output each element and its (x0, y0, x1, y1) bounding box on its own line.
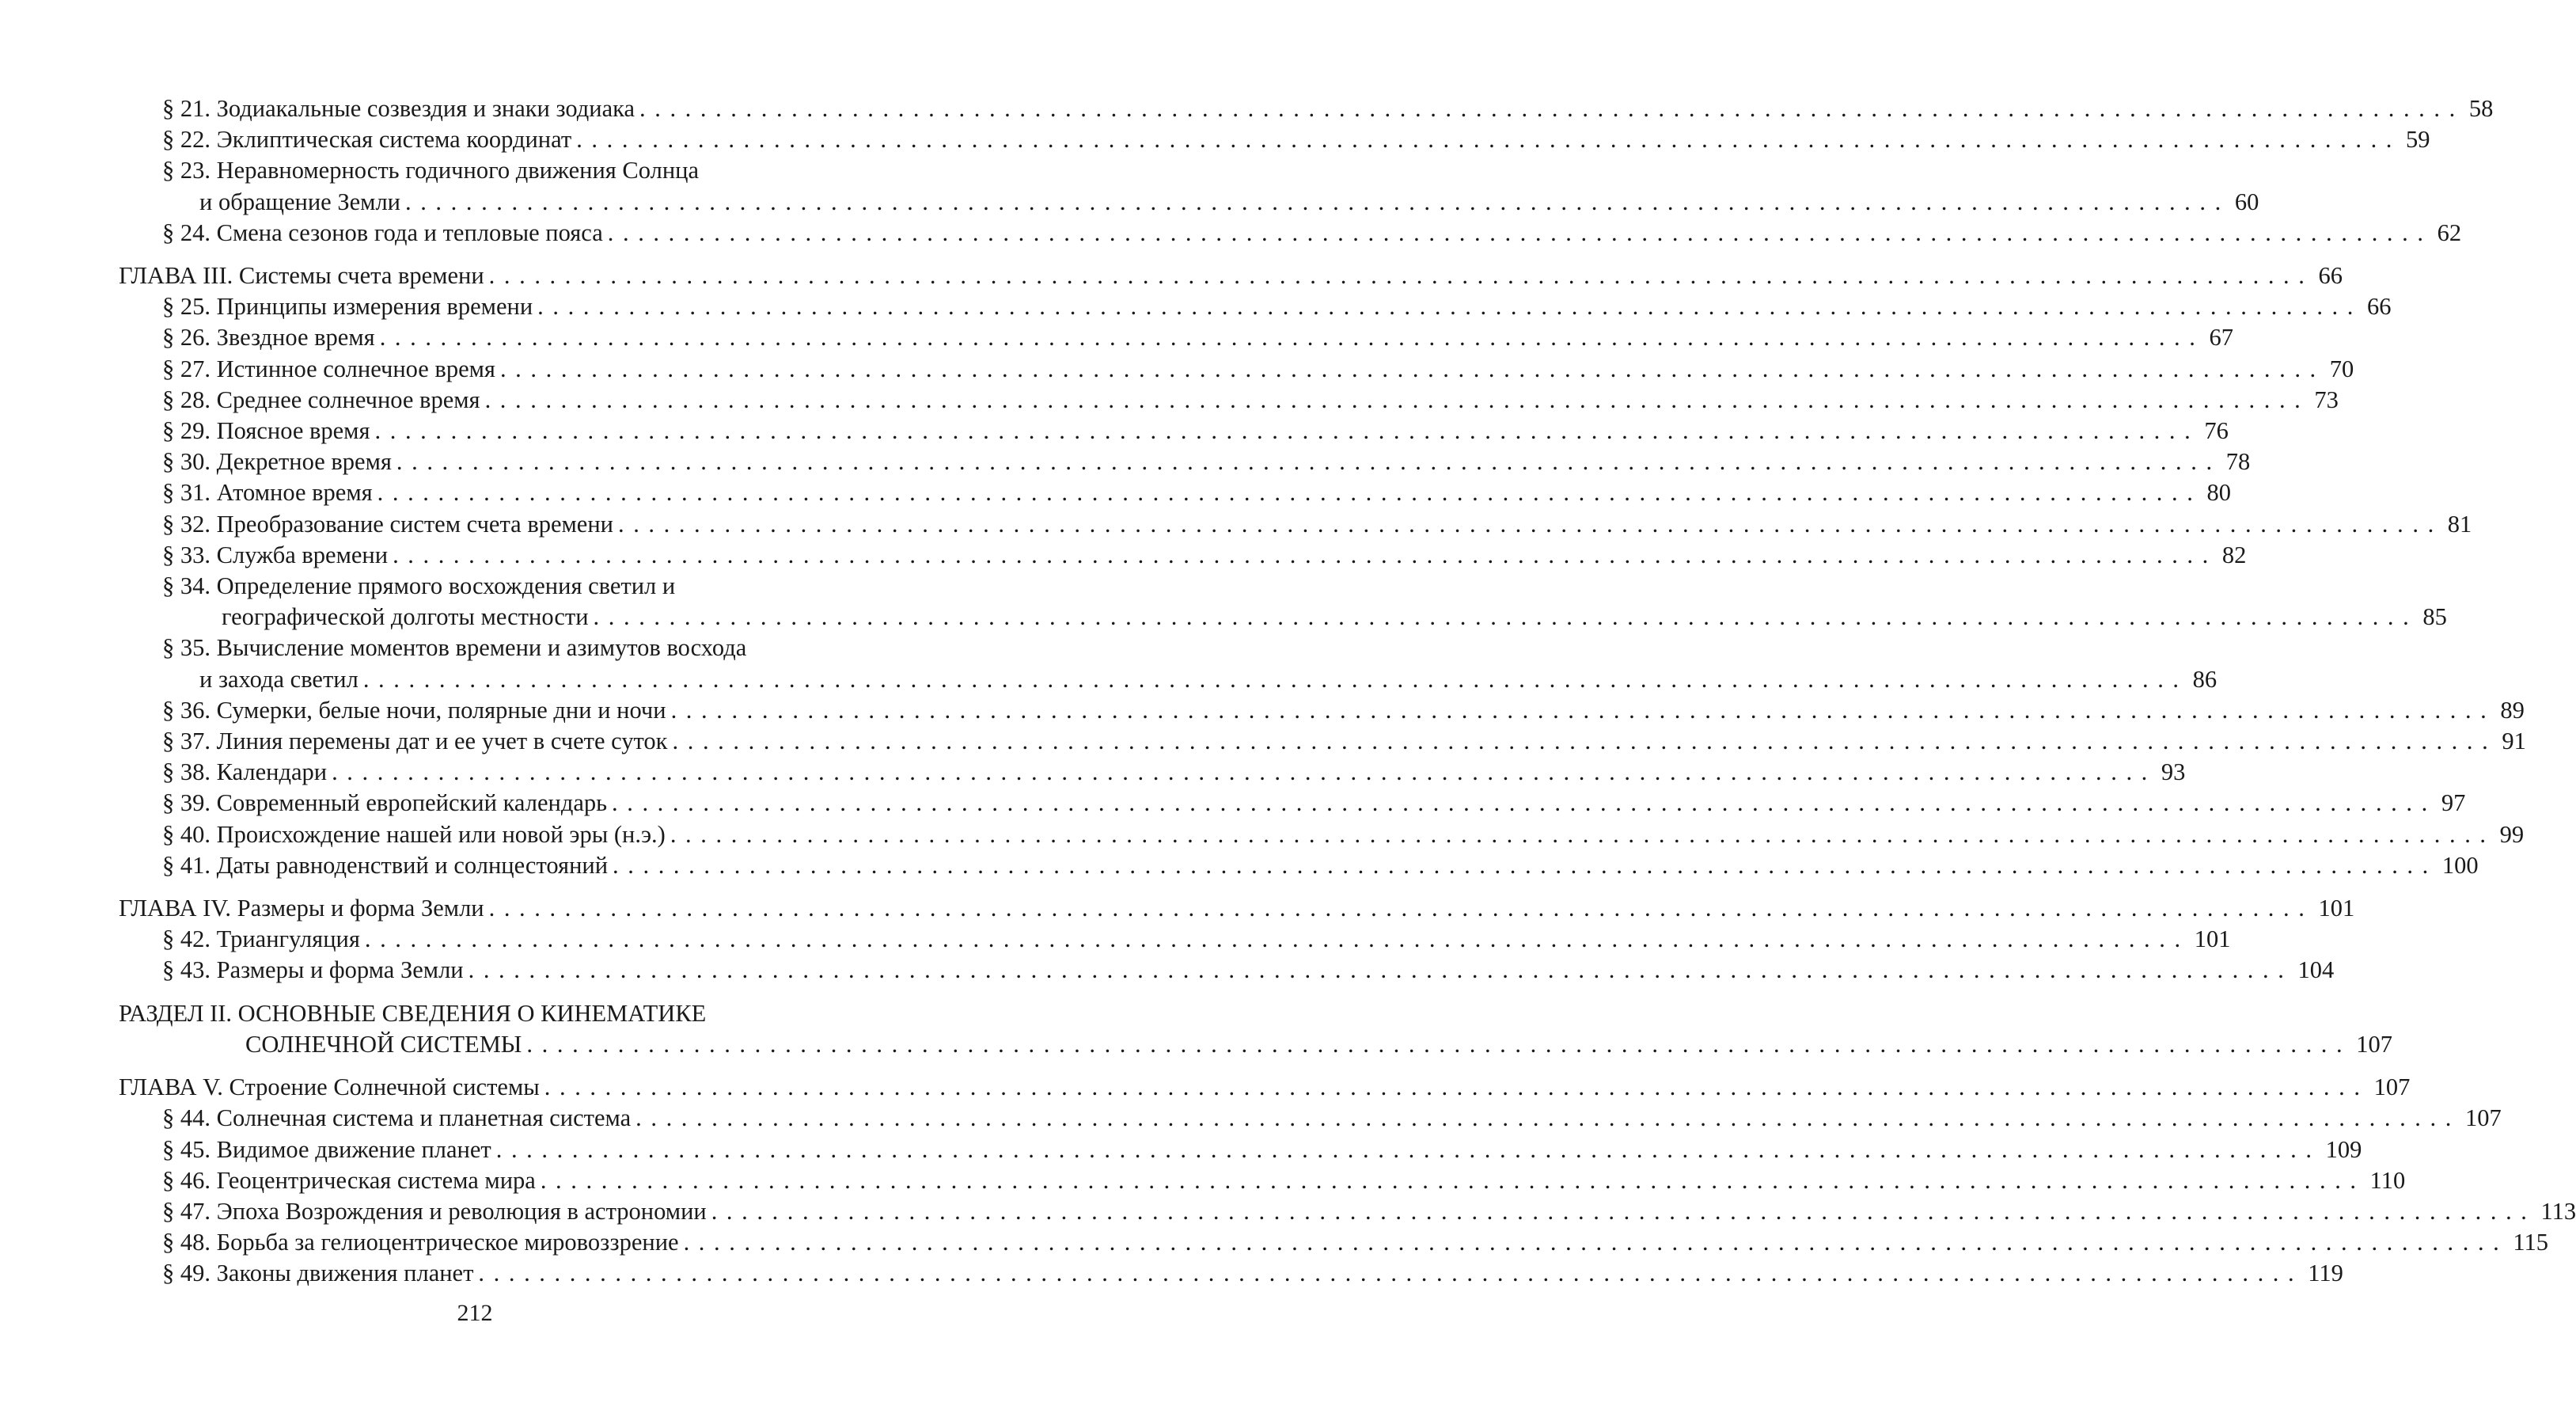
toc-section-entry (119, 633, 855, 663)
toc-entry-title: и захода светил (199, 665, 359, 693)
toc-entry-title: § 45. Видимое движение планет (162, 1135, 491, 1163)
toc-page-number: 110 (2369, 1166, 2406, 1194)
toc-page-number: 76 (2204, 417, 2229, 445)
toc-section-entry (119, 1134, 2362, 1165)
toc-entry-title: § 44. Солнечная система и планетная система (162, 1104, 632, 1132)
toc-leader-dots: ........................................................................................................................ (540, 1166, 2365, 1194)
toc-section-entry (119, 540, 2247, 571)
toc-entry-title: СОЛНЕЧНОЙ СИСТЕМЫ (245, 1030, 522, 1058)
toc-entry-title: § 32. Преобразование систем счета времени (162, 510, 613, 538)
toc-page-number: 80 (2206, 479, 2231, 507)
toc-entry-title: § 46. Геоцентрическая система мира (162, 1166, 536, 1194)
toc-leader-dots: ........................................................................................................................ (635, 1104, 2460, 1132)
toc-leader-dots: ........................................................................................................................ (607, 218, 2433, 246)
toc-entry-title: § 49. Законы движения планет (162, 1260, 474, 1287)
toc-leader-dots: ........................................................................................................................ (468, 956, 2293, 984)
toc-page-number: 100 (2441, 851, 2479, 879)
toc-chapter-entry (119, 1072, 2411, 1103)
toc-leader-dots: ........................................................................................................................ (332, 758, 2157, 786)
toc-entry-title: § 43. Размеры и форма Земли (162, 956, 464, 984)
toc-leader-dots: ........................................................................................................................ (576, 126, 2402, 154)
toc-page-number: 91 (2502, 728, 2526, 755)
toc-section-entry (119, 446, 2251, 477)
toc-section-entry (119, 218, 2462, 249)
toc-section-entry (119, 571, 855, 602)
toc-entry-title: § 36. Сумерки, белые ночи, полярные дни и ночи (162, 696, 666, 724)
toc-leader-dots: ........................................................................................................................ (670, 820, 2495, 848)
toc-leader-dots: ........................................................................................................................ (612, 789, 2437, 817)
toc-section-entry (119, 788, 2466, 819)
toc-leader-dots: ........................................................................................................................ (478, 1260, 2304, 1287)
toc-chapter-entry (119, 260, 2343, 291)
toc-page-number: 81 (2447, 510, 2472, 538)
toc-chapter-entry (119, 1029, 2392, 1060)
toc-page-number: 58 (2468, 95, 2494, 122)
toc-entry-title: § 41. Даты равноденствий и солнцестояний (162, 851, 609, 879)
toc-entry-title: § 33. Служба времени (162, 541, 389, 568)
toc-page-number: 66 (2366, 293, 2392, 321)
toc-section-entry (119, 322, 2233, 353)
toc-leader-dots: ........................................................................................................................ (488, 262, 2314, 290)
toc-entry-title: § 27. Истинное солнечное время (162, 355, 495, 382)
toc-entry-title: § 39. Современный европейский календарь (162, 789, 608, 817)
toc-leader-dots: ........................................................................................................................ (683, 1229, 2509, 1256)
toc-section-entry (119, 1227, 2549, 1258)
toc-entry-title: § 37. Линия перемены дат и ее учет в счете суток (162, 728, 668, 755)
toc-section-entry (119, 1258, 2343, 1289)
toc-page-number: 115 (2513, 1229, 2549, 1256)
toc-leader-dots: ........................................................................................................................ (639, 95, 2464, 122)
toc-page-number: 107 (2373, 1074, 2411, 1101)
toc-section-entry (119, 477, 2231, 508)
toc-page-number: 104 (2297, 956, 2335, 984)
toc-page-number: 86 (2192, 665, 2217, 693)
toc-entry-title: ГЛАВА V. Строение Солнечной системы (119, 1074, 540, 1101)
toc-entry-title: § 35. Вычисление моментов времени и азимутов восхода (162, 634, 747, 662)
toc-entry-title: § 31. Атомное время (162, 479, 373, 507)
toc-section-entry (119, 291, 2392, 322)
toc-leader-dots: ........................................................................................................................ (495, 1135, 2321, 1163)
toc-entry-title: § 38. Календари (162, 758, 328, 786)
toc-entry-title: географической долготы местности (222, 603, 589, 631)
toc-page-number: 85 (2422, 603, 2447, 631)
toc-leader-dots: ........................................................................................................................ (484, 386, 2310, 413)
toc-entry-title: § 23. Неравномерность годичного движения Солнца (162, 157, 700, 184)
toc-entry-title: и обращение Земли (199, 188, 400, 215)
toc-entry-title: § 48. Борьба за гелиоцентрическое мировоззрение (162, 1229, 679, 1256)
toc-leader-dots: ........................................................................................................................ (364, 925, 2190, 953)
toc-page-number: 113 (2540, 1197, 2576, 1225)
toc-section-entry (119, 155, 855, 186)
toc-section-entry (119, 93, 2494, 124)
toc-leader-dots: ........................................................................................................................ (405, 188, 2230, 215)
toc-leader-dots: ........................................................................................................................ (377, 479, 2202, 507)
toc-section-entry (119, 187, 2259, 218)
toc-section-entry (119, 385, 2339, 416)
toc-entry-title: § 30. Декретное время (162, 448, 392, 476)
toc-page-number: 109 (2325, 1135, 2362, 1163)
toc-entry-title: § 28. Среднее солнечное время (162, 386, 480, 413)
toc-leader-dots: ........................................................................................................................ (670, 696, 2496, 724)
toc-page-number: 66 (2318, 262, 2343, 290)
toc-entry-title: ГЛАВА IV. Размеры и форма Земли (119, 895, 484, 922)
toc-section-entry (119, 819, 2525, 850)
toc-leader-dots: ........................................................................................................................ (362, 665, 2188, 693)
toc-leader-dots: ........................................................................................................................ (593, 603, 2419, 631)
toc-section-entry (119, 124, 2430, 155)
toc-page-number: 60 (2234, 188, 2259, 215)
toc-section-entry (119, 602, 2447, 633)
toc-section-entry (119, 509, 2472, 540)
toc-chapter-entry (119, 998, 855, 1029)
toc-leader-dots: ........................................................................................................................ (374, 417, 2200, 445)
toc-section-entry (119, 850, 2479, 881)
toc-section-entry (119, 1165, 2406, 1196)
toc-chapter-entry (119, 893, 2355, 924)
toc-section-entry (119, 354, 2354, 385)
toc-leader-dots: ........................................................................................................................ (537, 293, 2362, 321)
toc-leader-dots: ........................................................................................................................ (613, 851, 2438, 879)
toc-entry-title: § 24. Смена сезонов года и тепловые пояса (162, 218, 603, 246)
toc-section-entry (119, 726, 2526, 757)
page-number: 212 (457, 1300, 493, 1326)
toc-section-entry (119, 695, 2525, 726)
toc-section-entry (119, 757, 2186, 788)
toc-leader-dots: ........................................................................................................................ (396, 448, 2221, 476)
toc-entry-title: § 40. Происхождение нашей или новой эры (н.э.) (162, 820, 666, 848)
toc-leader-dots: ........................................................................................................................ (617, 510, 2443, 538)
toc-page-number: 99 (2499, 820, 2525, 848)
toc-entry-title: § 26. Звездное время (162, 324, 375, 352)
toc-page-number: 97 (2441, 789, 2466, 817)
toc-page-number: 107 (2356, 1030, 2392, 1058)
toc-section-entry (119, 416, 2229, 446)
toc-section-entry (119, 664, 2217, 695)
toc-leader-dots: ........................................................................................................................ (672, 728, 2498, 755)
toc-section-entry (119, 924, 2231, 955)
toc-section-entry (119, 1196, 2576, 1227)
toc-entry-title: § 42. Триангуляция (162, 925, 360, 953)
toc-page-number: 67 (2209, 324, 2233, 352)
toc-leader-dots: ........................................................................................................................ (526, 1030, 2352, 1058)
toc-page-number: 93 (2161, 758, 2186, 786)
toc-page-number: 62 (2437, 218, 2462, 246)
toc-leader-dots: ........................................................................................................................ (499, 355, 2325, 382)
toc-page-number: 119 (2308, 1260, 2343, 1287)
toc-page-number: 70 (2329, 355, 2354, 382)
toc-page-number: 82 (2221, 541, 2247, 568)
toc-entry-title: § 21. Зодиакальные созвездия и знаки зодиака (162, 95, 635, 122)
toc-entry-title: ГЛАВА III. Системы счета времени (119, 262, 484, 290)
toc-page-number: 89 (2500, 696, 2525, 724)
toc-leader-dots: ........................................................................................................................ (544, 1074, 2369, 1101)
toc-entry-title: § 25. Принципы измерения времени (162, 293, 533, 321)
toc-leader-dots: ........................................................................................................................ (711, 1197, 2536, 1225)
toc-leader-dots: ........................................................................................................................ (393, 541, 2217, 568)
toc-page-number: 101 (2194, 925, 2231, 953)
toc-leader-dots: ........................................................................................................................ (379, 324, 2205, 352)
toc-entry-title: РАЗДЕЛ II. ОСНОВНЫЕ СВЕДЕНИЯ О КИНЕМАТИКЕ (119, 999, 707, 1027)
toc-entry-title: § 34. Определение прямого восхождения светил и (162, 572, 676, 600)
table-of-contents (119, 93, 2576, 1290)
toc-entry-title: § 22. Эклиптическая система координат (162, 126, 572, 154)
toc-entry-title: § 29. Поясное время (162, 417, 370, 445)
toc-page-number: 101 (2318, 895, 2355, 922)
toc-page-number: 107 (2464, 1104, 2502, 1132)
toc-page-number: 59 (2406, 126, 2430, 154)
toc-page-number: 78 (2225, 448, 2251, 476)
toc-section-entry (119, 1103, 2502, 1134)
toc-section-entry (119, 955, 2335, 986)
toc-entry-title: § 47. Эпоха Возрождения и революция в астрономии (162, 1197, 707, 1225)
toc-page-number: 73 (2314, 386, 2339, 413)
toc-leader-dots: ........................................................................................................................ (488, 895, 2314, 922)
